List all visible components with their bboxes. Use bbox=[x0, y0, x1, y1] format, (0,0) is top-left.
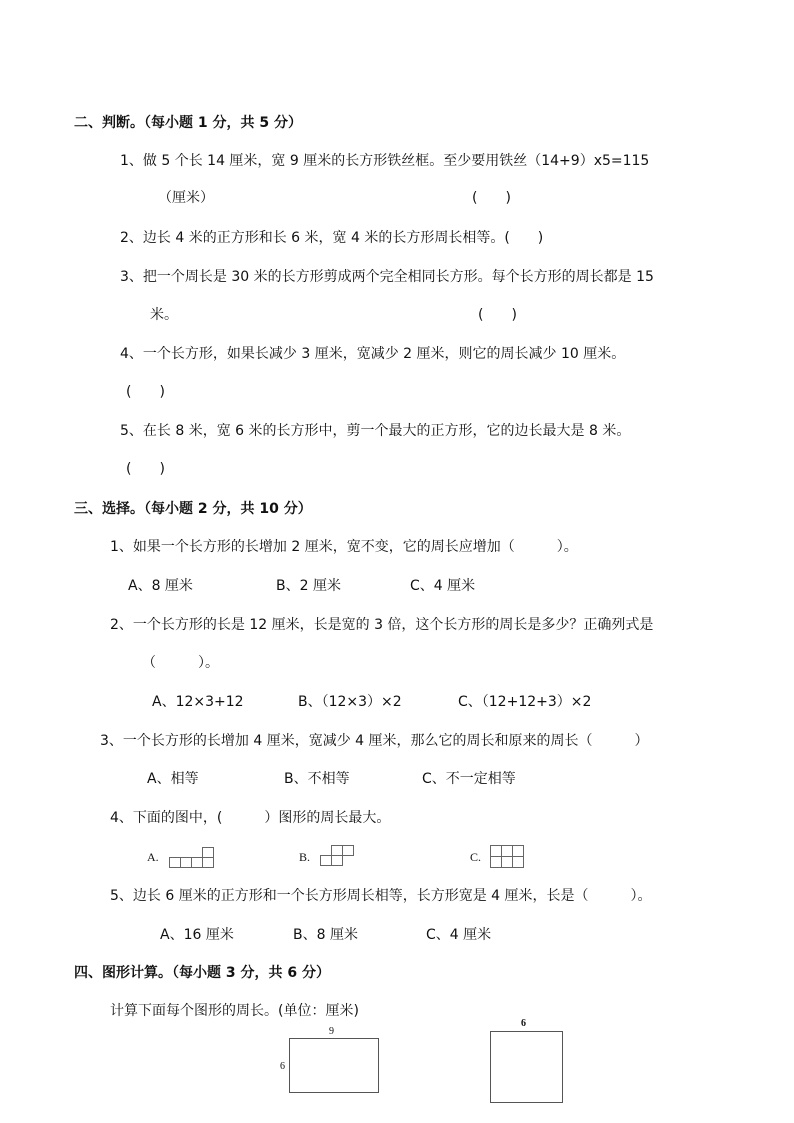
s3-q4-option-c[interactable]: C. bbox=[470, 850, 482, 864]
s2-q2-text: 2、边长 4 米的正方形和长 6 米，宽 4 米的长方形周长相等。( ) bbox=[120, 230, 544, 246]
s2-q1-answer-blank[interactable]: ( ) bbox=[472, 190, 511, 206]
s3-q1-option-c[interactable]: C、4 厘米 bbox=[410, 578, 476, 594]
s3-q1-option-a[interactable]: A、8 厘米 bbox=[128, 578, 193, 594]
s2-q3-text: 3、把一个周长是 30 米的长方形剪成两个完全相同长方形。每个长方形的周长都是 15 bbox=[120, 269, 654, 285]
s3-q3-option-b[interactable]: B、不相等 bbox=[284, 771, 350, 787]
s3-q2-text: 2、一个长方形的长是 12 厘米，长是宽的 3 倍，这个长方形的周长是多少？正确列式是 bbox=[110, 617, 654, 633]
s3-q4-option-b[interactable]: B. bbox=[299, 850, 311, 864]
s4-instruction: 计算下面每个图形的周长。(单位：厘米) bbox=[110, 1003, 359, 1019]
s2-q5-answer-blank[interactable]: ( ) bbox=[126, 461, 165, 477]
s3-q2-answer-blank[interactable]: （ ）。 bbox=[142, 655, 219, 671]
s3-q3-option-c[interactable]: C、不一定相等 bbox=[422, 771, 516, 787]
s3-q5-option-c[interactable]: C、4 厘米 bbox=[426, 927, 492, 943]
s3-q4-figure-a bbox=[169, 846, 217, 868]
fig1-left-label: 6 bbox=[280, 1061, 285, 1072]
s2-q1-text: 1、做 5 个长 14 厘米，宽 9 厘米的长方形铁丝框。至少要用铁丝（14+9）x5=115 bbox=[120, 153, 650, 169]
s3-q1-text: 1、如果一个长方形的长增加 2 厘米，宽不变，它的周长应增加（ ）。 bbox=[110, 539, 578, 555]
section-4-title: 四、图形计算。（每小题 3 分，共 6 分） bbox=[74, 965, 330, 981]
s3-q5-option-b[interactable]: B、8 厘米 bbox=[293, 927, 358, 943]
fig2-top-label: 6 bbox=[521, 1018, 526, 1029]
s3-q4-text: 4、下面的图中，( ）图形的周长最大。 bbox=[110, 810, 391, 826]
fig1-top-label: 9 bbox=[329, 1026, 334, 1037]
s2-q5-text: 5、在长 8 米，宽 6 米的长方形中，剪一个最大的正方形，它的边长最大是 8 米。 bbox=[120, 423, 631, 439]
s3-q3-text: 3、一个长方形的长增加 4 厘米，宽减少 4 厘米，那么它的周长和原来的周长（ ） bbox=[100, 733, 649, 749]
s2-q1-text-cont: （厘米） bbox=[158, 190, 214, 206]
s3-q5-option-a[interactable]: A、16 厘米 bbox=[160, 927, 234, 943]
fig2-square bbox=[490, 1031, 563, 1103]
s2-q3-text-cont: 米。 bbox=[150, 307, 178, 323]
s3-q2-option-c[interactable]: C、（12+12+3）×2 bbox=[458, 694, 592, 710]
s3-q4-figure-b bbox=[320, 844, 360, 868]
s3-q4-option-a[interactable]: A. bbox=[147, 850, 159, 864]
s3-q2-option-b[interactable]: B、（12×3）×2 bbox=[298, 694, 402, 710]
fig1-rectangle bbox=[289, 1038, 379, 1093]
s3-q3-option-a[interactable]: A、相等 bbox=[147, 771, 199, 787]
s3-q1-option-b[interactable]: B、2 厘米 bbox=[276, 578, 341, 594]
s2-q4-answer-blank[interactable]: ( ) bbox=[126, 384, 165, 400]
s2-q3-answer-blank[interactable]: ( ) bbox=[478, 307, 517, 323]
s3-q5-text: 5、边长 6 厘米的正方形和一个长方形周长相等，长方形宽是 4 厘米，长是（ ）。 bbox=[110, 888, 652, 904]
s2-q4-text: 4、一个长方形，如果长减少 3 厘米，宽减少 2 厘米，则它的周长减少 10 厘米。 bbox=[120, 346, 626, 362]
section-2-title: 二、判断。（每小题 1 分，共 5 分） bbox=[74, 115, 302, 131]
section-3-title: 三、选择。（每小题 2 分，共 10 分） bbox=[74, 501, 312, 517]
s3-q2-option-a[interactable]: A、12×3+12 bbox=[152, 694, 244, 710]
s3-q4-figure-c bbox=[490, 845, 528, 869]
